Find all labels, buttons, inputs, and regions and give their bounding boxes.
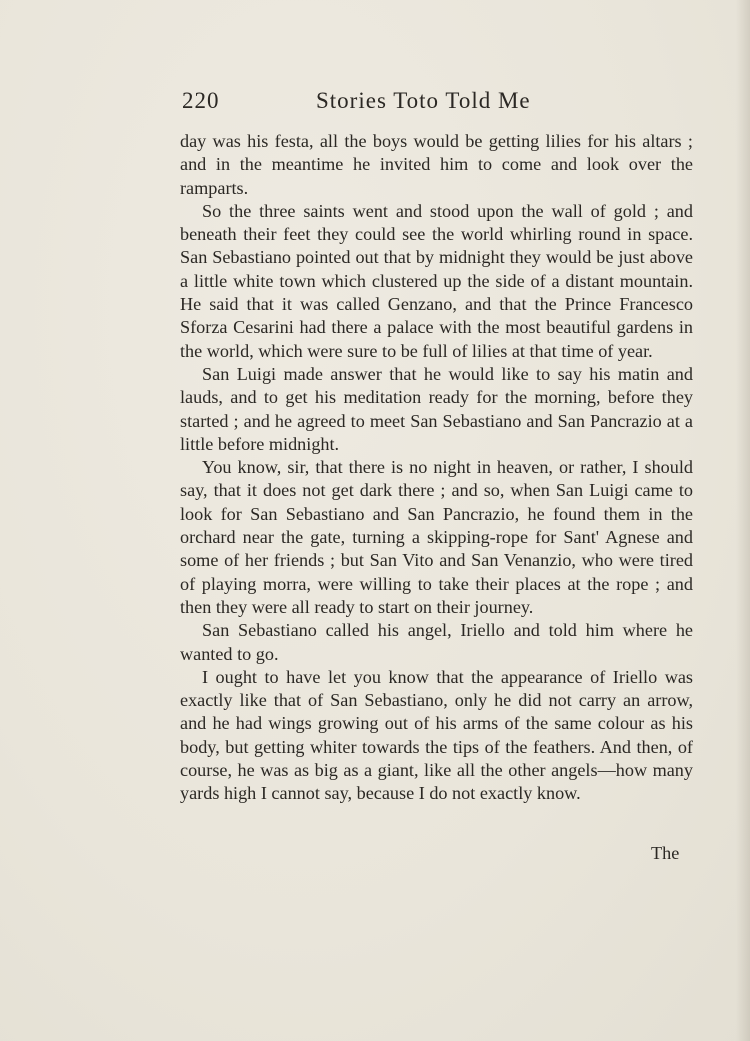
paragraph: You know, sir, that there is no night in heaven, or rather, I should say, that it does not get dark there ; and so, when San Luigi came to look for San Sebastiano and San Pancrazio, he found them in the orchard near the gate, turning a skipping-rope for Sant' Agnese and some of her friends ; but San Vito and San Venanzio, who were tired of playing morra, were willing to take their places at the rope ; and then they were all ready to start on their journey. <box>180 457 693 617</box>
page-header <box>182 88 692 120</box>
paragraph: So the three saints went and stood upon the wall of gold ; and beneath their feet they could see the world whirling round in space. San Sebastiano pointed out that by midnight they would be just above a little white town which clustered up the side of a distant mountain. He said that it was called Genzano, and that the Prince Francesco Sforza Cesarini had there a palace with the most beautiful gardens in the world, which were sure to be full of lilies at that time of year. <box>180 200 693 361</box>
body-text <box>180 130 693 806</box>
catchword: The <box>651 843 680 863</box>
paragraph: San Sebastiano called his angel, Iriello and told him where he wanted to go. <box>180 620 693 664</box>
paragraph: day was his festa, all the boys would be getting lilies for his altars ; and in the meantime he invited him to come and look over the ramparts. <box>180 131 693 198</box>
paragraph: San Luigi made answer that he would like to say his matin and lauds, and to get his meditation ready for the morning, before they started ; and he agreed to meet San Sebastiano and San Pancrazio at a little before midnight. <box>180 363 693 454</box>
page-number: 220 <box>182 88 220 113</box>
running-title: Stories Toto Told Me <box>316 88 531 113</box>
paragraph: I ought to have let you know that the appearance of Iriello was exactly like that of San Sebastiano, only he did not carry an arrow, and he had wings growing out of his arms of the same colour as his body, but getting whiter towards the tips of the feathers. And then, of course, he was as big as a giant, like all the other angels—how many yards high I cannot say, because I do not exactly know. <box>180 666 693 804</box>
